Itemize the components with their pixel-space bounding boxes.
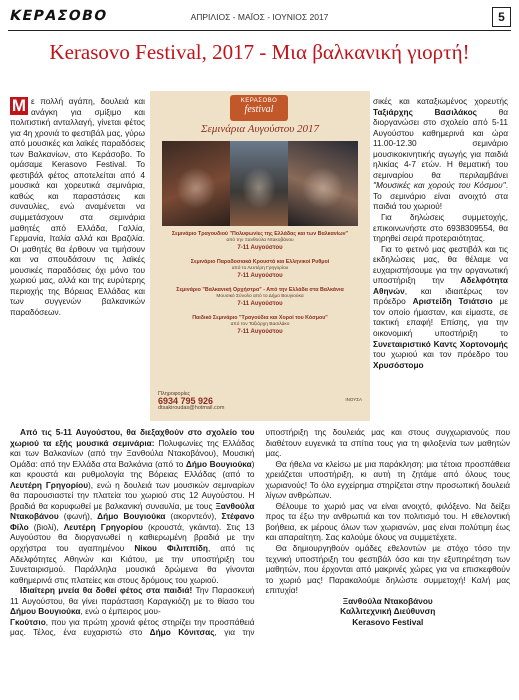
seminar-teacher: από τον Ταξιάρχη Βασιλάκο bbox=[230, 322, 290, 327]
emblem-script-text: festival bbox=[244, 104, 274, 115]
name-highlight: Αδελφότητα Αθηνών bbox=[373, 275, 508, 296]
text-run: , από τις Αδελφότητες Αθηνών και Κιάτου, με την υποστήριξη του Συνεταιρισμού. Παράλληλα μουσικά δρώμενα θα γίνονται καθημερινά στις πλατείες και στους δρόμους του χωριού. bbox=[10, 543, 255, 585]
poster-contact bbox=[158, 391, 224, 412]
name-highlight: Ξανθούλα Ντακοβάνου bbox=[10, 500, 255, 522]
page-number: 5 bbox=[492, 7, 511, 27]
seminar-list bbox=[158, 231, 362, 343]
festival-logo bbox=[230, 95, 288, 121]
signature-name: Ξανθούλα Ντακοβάνου bbox=[342, 595, 433, 606]
name-highlight: Χρυσόστομο bbox=[373, 359, 424, 370]
poster-footer bbox=[158, 391, 362, 419]
right-paragraph: Για δηλώσεις συμμετοχής, επικοινωνήστε στο 6938309554, θα τηρηθεί σειρά προτεραιότητας. bbox=[373, 212, 508, 244]
right-paragraph bbox=[373, 244, 508, 371]
name-highlight: Συνεταιριστικό Καντς Χορτονομής bbox=[373, 338, 508, 349]
seminar-item bbox=[158, 315, 362, 336]
page-header bbox=[8, 8, 511, 31]
right-column bbox=[373, 96, 508, 370]
bottom-paragraph: Θα ήθελα να κλείσω με μια παράκληση: μια τέτοια προσπάθεια χρειάζεται υποστήριξη, κι αυτή τη ζητάμε από όλους τους χωριανούς! Το όλο εγχείρημα στηρίζεται στην προσωπική δουλειά λίγων ανθρώπων. bbox=[265, 458, 510, 501]
newspaper-logo: ΚΕΡΑΣΟΒΟ bbox=[8, 8, 110, 24]
name-highlight: Δήμο Βουγιούκα bbox=[97, 511, 166, 522]
text-run: του χωριού και τον πρόεδρο του bbox=[373, 349, 508, 360]
seminar-dates: 7-11 Αυγούστου bbox=[237, 328, 283, 335]
article-title: Kerasovo Festival, 2017 - Μια βαλκανική γιορτή! bbox=[49, 40, 470, 64]
seminar-teacher: από το Λευτέρη Γρηγορίου bbox=[231, 266, 289, 271]
text-run: Πολυφωνίες της Ελλάδας και των Βαλκανίων (από την Ξανθούλα Ντακοβάνου), Μουσική Ομάδα: από την Ελλάδα στα Βαλκάνια (από το bbox=[10, 437, 255, 469]
text-run: . Το σεμινάριο είναι ανοιχτό στα παιδιά του χωριού! bbox=[373, 180, 508, 212]
intro-paragraph bbox=[10, 96, 145, 317]
text-run: (ακορντεόν), bbox=[165, 511, 222, 522]
left-column bbox=[10, 96, 145, 317]
text-run: Την Παρασκευή 11 Αυγούστου, θα γίνει παράσταση Καραγκιόζη με το θίασο του bbox=[10, 585, 255, 606]
contact-label: Πληροφορίες bbox=[158, 391, 191, 397]
seminar-theme: "Μουσικές και χορούς του Κόσμου" bbox=[373, 180, 506, 191]
text-run: σικές και καταξιωμένος χορευτής bbox=[373, 96, 508, 106]
poster-title: Σεμινάρια Αυγούστου 2017 bbox=[200, 123, 320, 135]
photo-accordion bbox=[288, 141, 358, 226]
name-highlight: Στέφανο Φίλο bbox=[10, 511, 255, 532]
seminar-dates: 7-11 Αυγούστου bbox=[237, 244, 283, 251]
name-highlight: Λευτέρη Γρηγορίου bbox=[63, 521, 143, 532]
lead-in: Ιδιαίτερη μνεία θα δοθεί φέτος στα παιδιά! bbox=[20, 585, 193, 596]
issue-date: ΑΠΡΙΛΙΟΣ - ΜΑΪΟΣ - ΙΟΥΝΙΟΣ 2017 bbox=[190, 12, 329, 22]
lead-in: Από τις 5-11 Αυγούστου, θα διεξαχθούν στο σχολείο του χωριού τα εξής μουσικά σεμινάρια: bbox=[10, 427, 255, 448]
signature-org: Kerasovo Festival bbox=[352, 616, 424, 627]
seminar-teacher: Μουσικό Σύνολο από το Δήμο Βουγιούκα bbox=[216, 294, 304, 299]
seminar-title: Σεμινάριο Παραδοσιακά Κρουστά και Ελληνικοί Ρυθμοί bbox=[190, 259, 330, 265]
bottom-paragraph: Θα δημιουργηθούν ομάδες εθελοντών με στόχο τόσο την τεχνική υποστήριξη του φεστιβάλ όσο και την εξυπηρέτηση των μαθητών, που έρχονται από μακρινές χώρες για να επισκεφθούν το χωριό μας! Παρακαλούμε δηλώστε συμμετοχή! Καλή μας επιτυχία! bbox=[265, 543, 510, 596]
text-run: , που για πρώτη χρονιά φέτος στηρίζει την προσπάθειά μας. Τέλος, ένα ευχαριστώ στο bbox=[10, 616, 255, 638]
signature-role: Καλλιτεχνική Διεύθυνση bbox=[340, 606, 436, 617]
poster-sponsor bbox=[345, 397, 362, 403]
seminar-item bbox=[158, 259, 362, 280]
contact-email: dtsakiroudas@hotmail.com bbox=[158, 405, 225, 411]
text-run: , για την υποστήριξη της δουλειάς μας και στους συγχωριανούς που διαθέτουν ευγενικά τα σπίτια τους για τη φιλοξενία των μαθητών μας. bbox=[214, 427, 510, 638]
bottom-text bbox=[10, 427, 510, 638]
seminar-title: Σεμινάριο "Βαλκανική Ορχήστρα" - Από την Ελλάδα στα Βαλκάνια bbox=[176, 287, 344, 293]
text-run: , και ιδιαιτέρως τον πρόεδρο bbox=[373, 285, 508, 307]
seminar-title: Σεμινάριο Τραγουδιού "Πολυφωνίες της Ελλάδας και των Βαλκανίων" bbox=[171, 231, 349, 237]
name-highlight: Ταξιάρχης Βασιλάκος bbox=[373, 106, 477, 117]
right-paragraph bbox=[373, 96, 508, 212]
bottom-paragraph bbox=[10, 427, 255, 585]
text-run: ) και κρουστά και ρυθμολογία της Βόρειας Ελλάδας (από το bbox=[10, 458, 255, 480]
name-highlight: Λευτέρη Γρηγορίου bbox=[10, 479, 89, 490]
text-run: (βιολί), bbox=[28, 521, 64, 532]
name-highlight: Δήμο Κόνιτσας bbox=[149, 627, 215, 638]
seminar-item bbox=[158, 287, 362, 308]
photo-dancers bbox=[162, 141, 230, 226]
festival-poster bbox=[150, 91, 370, 421]
text-run: ), ενώ η δουλειά των μουσικών σεμιναρίων θα παρουσιαστεί την πλατεία του χωριού στις 12 Αυγούστου. Η βραδιά θα κορυφωθεί με βαλκανική συναυλία, με τους bbox=[10, 479, 255, 511]
seminar-dates: 7-11 Αυγούστου bbox=[237, 300, 283, 307]
sponsor-name: ΙΝΟΥΣΑ bbox=[345, 397, 362, 402]
bottom-paragraph: Θέλουμε το χωριό μας να είναι ανοιχτό, φιλόξενο. Να δείξει προς τα έξω την ανθρωπιά και τον πολιτισμό του. Η εθελοντική βοήθεια, εκ μέρους όλων των χωριανών, μας είναι πολύτιμη έως και απαραίτητη. Σας καλούμε όλους να συμμετέχετε. bbox=[265, 500, 510, 543]
seminar-title: Παιδικό Σεμινάριο "Τραγούδια και Χοροί του Κόσμου" bbox=[192, 315, 328, 321]
bottom-paragraph bbox=[10, 585, 255, 617]
intro-text: ε πολλή αγάπη, δουλειά και ανάγκη για σμίξιμο και πολιτιστική ανταλλαγή, γίνεται φέτος για 4η χρονιά το φεστιβάλ μας, γύρω από μουσικές και λαϊκές παραδόσεις των Βαλκανίων, στο Κεράσοβο. Το ομάσαμε Kerasovo Festival. Το φεστιβάλ φέτος αποτελείται από 4 μουσικά και χορευτικά σεμινάρια, καθώς και παραστάσεις και συναυλίες, ενώ αναμένεται να συμμετάσχουν στα σεμινάρια μαθητές από Ελλάδα, Γαλλία, Γερμανία, Ιταλία αλλά και Βραζιλία. Οι μαθητές θα έρθουν να τιμήσουν και να σπουδάσουν τις λαϊκές μουσικές παραδόσεις όχι μόνο του χωριού μας, αλλά και της ευρύτερης περιοχής της Βόρειας Ελλάδας και των συγγενών βαλκανικών παραδόσεων. bbox=[10, 96, 145, 317]
name-highlight: Αριστείδη Τσιάτσιο bbox=[412, 296, 493, 307]
text-run: θα διοργανώσει στο σχολείο από 5-11 Αυγούστου καθημερινά και ώρα 11.00-12.30 σεμινάριο μουσικοκινητικής αγωγής για παιδιά ηλικίας 4-7 ετών. Η θεματική του σεμιναρίου θα περιλαμβάνει bbox=[373, 106, 509, 180]
drop-cap: Μ bbox=[11, 96, 27, 115]
seminar-dates: 7-11 Αυγούστου bbox=[237, 272, 283, 279]
seminar-teacher: από την Ξανθούλα Ντακοβάνου bbox=[226, 238, 294, 243]
name-highlight: Δήμο Βουγιούκα bbox=[185, 458, 252, 469]
text-run: (φωνή), bbox=[58, 511, 98, 522]
text-run: Για το φετινό μας φεστιβάλ και τις εκδηλώσεις μας, θα θέλαμε να ευχαριστήσουμε για την οργανωτική υποστήριξη την bbox=[373, 243, 508, 286]
name-highlight: Δήμου Βουγιούκα bbox=[10, 606, 81, 617]
photo-musician bbox=[230, 141, 288, 226]
name-highlight: Γκούτσιο bbox=[10, 616, 46, 627]
text-run: με τον οποίο ήμασταν, και είμαστε, σε τακτική επαφή! Επίσης, για την οικονομική υποστήριξη το bbox=[373, 296, 508, 339]
name-highlight: Νίκου Φιλιππίδη bbox=[134, 543, 208, 554]
text-run: , ενώ ο έμπειρος μου- bbox=[80, 606, 161, 617]
seminar-item bbox=[158, 231, 362, 252]
poster-photos bbox=[162, 141, 358, 226]
emblem-top-text: ΚΕΡΑΣΟΒΟ bbox=[240, 98, 278, 104]
text-run: (κρουστά, γκάιντα). Στις 13 Αυγούστου θα διοργανωθεί η καθιερωμένη βραδιά με την ορχήστρα του αγαπημένου bbox=[10, 521, 255, 554]
contact-phone: 6934 795 926 bbox=[158, 396, 214, 406]
